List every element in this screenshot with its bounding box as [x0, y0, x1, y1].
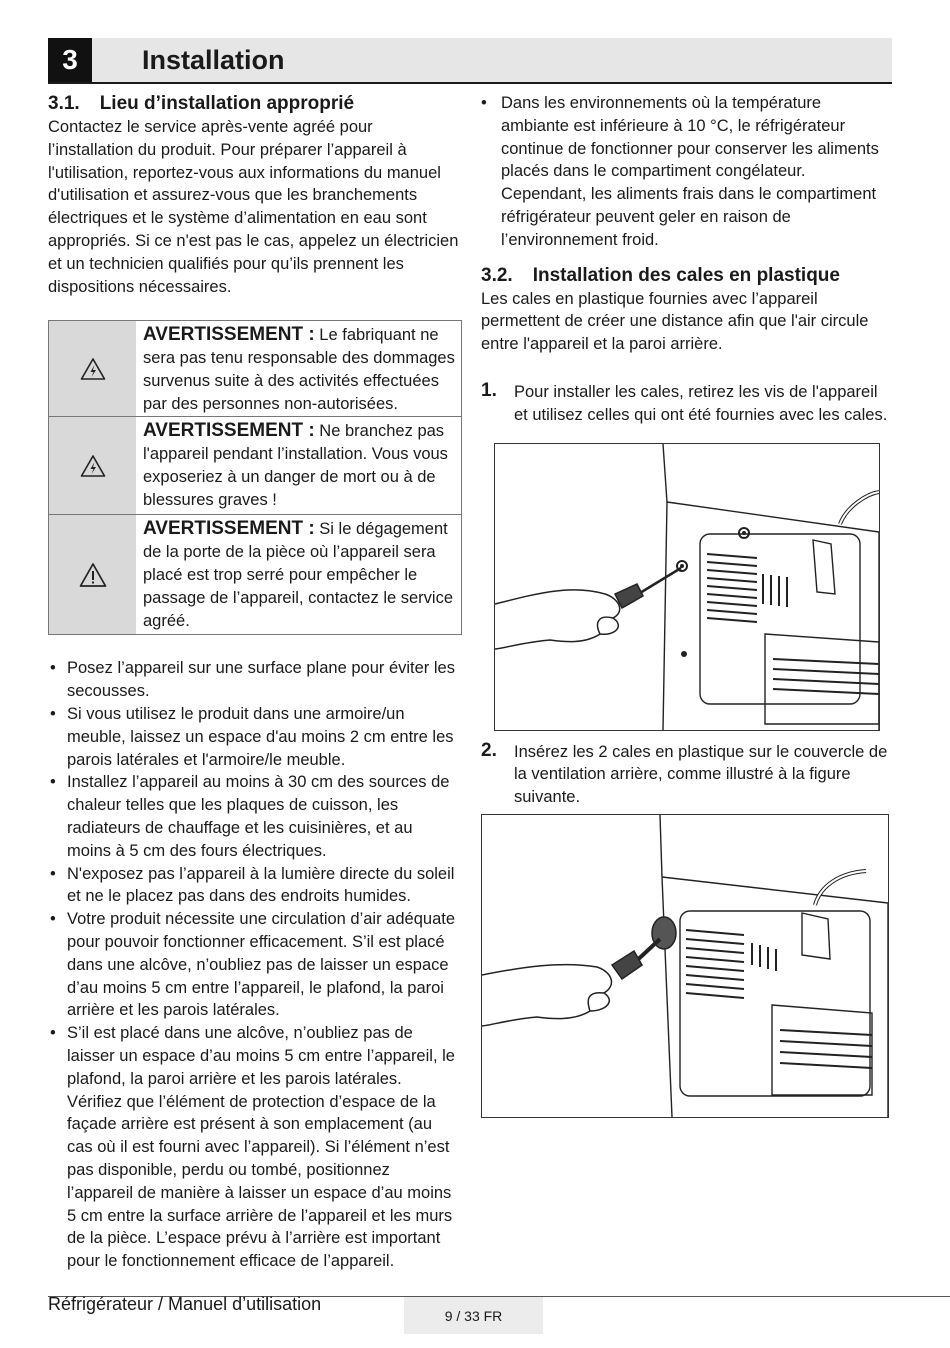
step-text: Pour installer les cales, retirez les vis de l'appareil et utilisez celles qui ont été fournies avec les cales. [514, 382, 888, 424]
list-item: • Installez l’appareil au moins à 30 cm des sources de chaleur telles que les plaques de cuisson, les radiateurs de chauffage et les cuisinières, et au moins à 5 cm des fours électriques. [48, 771, 460, 862]
step-number: 2. [481, 739, 497, 761]
electric-warning-icon [80, 454, 106, 478]
list-item: • Posez l’appareil sur une surface plane pour éviter les secousses. [48, 657, 460, 703]
section-title: Installation des cales en plastique [532, 264, 840, 286]
illustration-insert-spacers [482, 815, 888, 1117]
warning-text [136, 321, 461, 416]
warning-icon-cell [49, 417, 136, 514]
warning-text [136, 515, 461, 634]
right-column [481, 92, 893, 1118]
list-item: • Votre produit nécessite une circulation d’air adéquate pour pouvoir fonctionner efficacement. S’il est placé dans une alcôve, n’oubliez pas de laisser un espace d’au moins 5 cm entre l’appareil, le plafond, la paroi arrière et les parois latérales. [48, 908, 460, 1022]
left-column [48, 92, 460, 1273]
page-number: 9 / 33 FR [404, 1297, 543, 1334]
section-intro: Contactez le service après-vente agréé pour l’installation du produit. Pour préparer l’appareil à l'utilisation, reportez-vous aux informations du manuel d'utilisation et assurez-vous que les branchements électriques et le système d’alimentation en eau sont appropriés. Si ce n'est pas le cas, appelez un électricien et un technicien qualifiés pour qu’ils prennent les dispositions nécessaires. [48, 118, 459, 296]
list-item: • N'exposez pas l’appareil à la lumière directe du soleil et ne le placez pas dans des endroits humides. [48, 863, 460, 909]
step-text: Insérez les 2 cales en plastique sur le couvercle de la ventilation arrière, comme illustré à la figure suivante. [514, 742, 888, 807]
section-heading-3-2 [481, 264, 893, 288]
footer-manual-title: Réfrigérateur / Manuel d’utilisation [48, 1294, 322, 1314]
section-title: Lieu d’installation approprié [99, 93, 355, 114]
warning-icon-cell [49, 321, 136, 416]
warning-icon-cell [49, 515, 136, 634]
step-number: 1. [481, 379, 497, 401]
warning-row [49, 515, 461, 634]
installation-bullet-list [48, 657, 460, 1273]
figure-insert-spacers [481, 814, 889, 1118]
warning-row [49, 417, 461, 515]
section-number: 3.1. [48, 93, 80, 114]
warning-table [48, 320, 462, 635]
section-intro: Les cales en plastique fournies avec l’appareil permettent de créer une distance afin que l'air circule entre l'appareil et la paroi arrière. [481, 289, 869, 354]
list-item: • S’il est placé dans une alcôve, n’oubliez pas de laisser un espace d’au moins 5 cm entre l’appareil, le plafond, la paroi arrière et les parois latérales. Vérifiez que l’élément de protection d’espace de la façade arrière est présent à son emplacement (au cas où il est fourni avec l’appareil). Si l’élément n’est pas disponible, perdu ou tombé, positionnez l’appareil de manière à laisser un espace d’au moins 5 cm entre la surface arrière de l’appareil et les murs de la pièce. L’espace prévu à l’arrière est important pour le fonctionnement efficace de l’appareil. [48, 1022, 460, 1273]
warning-label: AVERTISSEMENT : [143, 518, 315, 540]
section-heading-3-1 [48, 92, 460, 116]
figure-remove-screws [494, 443, 880, 731]
warning-row [49, 321, 461, 417]
warning-label: AVERTISSEMENT : [143, 420, 315, 442]
list-item: • Si vous utilisez le produit dans une armoire/un meuble, laissez un espace d'au moins 2 cm entre les parois latérales et l'armoire/le meuble. [48, 703, 460, 771]
warning-body: Le fabriquant ne sera pas tenu responsable des dommages survenus suite à des activités effectuées par des personnes non-autorisées. [143, 326, 455, 413]
chapter-number: 3 [48, 38, 92, 82]
step-2 [481, 741, 893, 809]
warning-label: AVERTISSEMENT : [143, 324, 315, 346]
warning-body: Ne branchez pas l'appareil pendant l’installation. Vous vous exposeriez à un danger de mort ou à de blessures graves ! [143, 422, 448, 509]
illustration-remove-screws [495, 444, 879, 730]
electric-warning-icon [80, 357, 106, 381]
list-item: • Dans les environnements où la température ambiante est inférieure à 10 °C, le réfrigérateur continue de fonctionner pour conserver les aliments placés dans le compartiment congélateur. Cependant, les aliments frais dans le compartiment réfrigérateur peuvent geler en raison de l’environnement froid. [481, 92, 893, 252]
step-1 [481, 381, 893, 427]
warning-text [136, 417, 461, 514]
section-number: 3.2. [481, 264, 513, 286]
general-warning-icon [79, 562, 107, 588]
chapter-title: Installation [142, 45, 285, 75]
warning-body: Si le dégagement de la porte de la pièce où l’appareil sera placé est trop serré pour empêcher le passage de l’appareil, contactez le service agréé. [143, 520, 454, 630]
